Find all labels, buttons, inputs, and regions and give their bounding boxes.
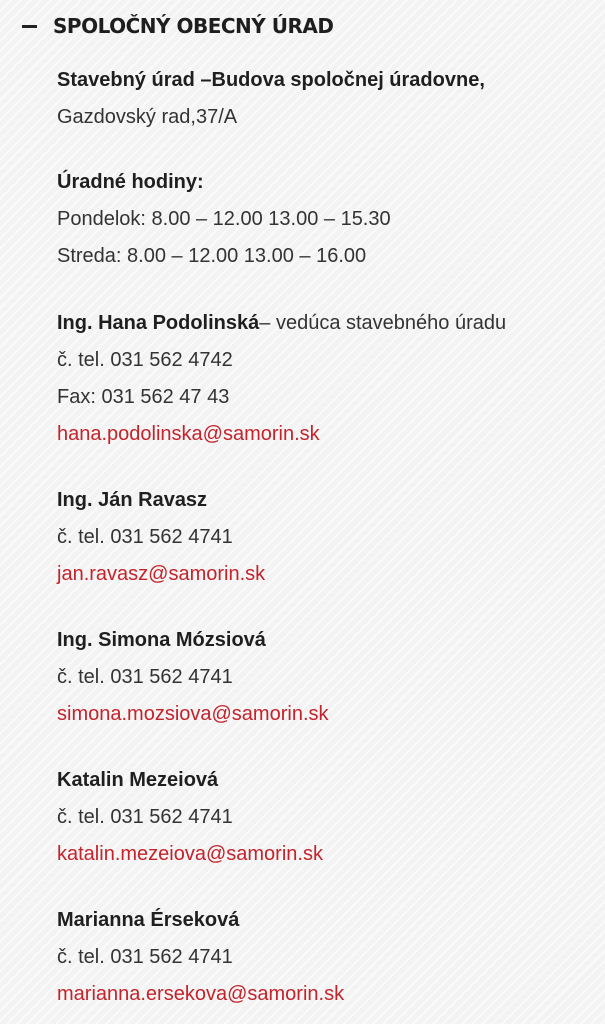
hours-heading: Úradné hodiny: [57,171,204,193]
contact-name: Katalin Mezeiová [57,769,219,791]
contact-phone: č. tel. 031 562 4741 [57,806,233,828]
contact-email-link[interactable]: katalin.mezeiova@samorin.sk [57,843,323,865]
contact-email-link[interactable]: jan.ravasz@samorin.sk [57,563,266,585]
contact-name: Marianna Érseková [57,909,240,931]
office-address: Gazdovský rad,37/A [57,106,238,128]
contact-name: Ing. Hana Podolinská [57,312,260,334]
office-name: Stavebný úrad –Budova spoločnej úradovne, [57,69,485,91]
accordion-content [57,62,597,1013]
contact-role: – vedúca stavebného úradu [259,312,507,334]
minus-icon[interactable] [22,25,37,28]
contact-email-link[interactable]: simona.mozsiova@samorin.sk [57,703,329,725]
contact-phone: č. tel. 031 562 4741 [57,666,233,688]
contact-name: Ing. Ján Ravasz [57,489,208,511]
section-title: SPOLOČNÝ OBECNÝ ÚRAD [53,14,334,38]
hours-wednesday: Streda: 8.00 – 12.00 13.00 – 16.00 [57,245,367,267]
contact-fax: Fax: 031 562 47 43 [57,386,230,408]
accordion-header[interactable] [22,10,333,42]
contact-email-link[interactable]: hana.podolinska@samorin.sk [57,423,320,445]
hours-monday: Pondelok: 8.00 – 12.00 13.00 – 15.30 [57,208,391,230]
contact-phone: č. tel. 031 562 4741 [57,526,233,548]
contact-phone: č. tel. 031 562 4742 [57,349,233,371]
contact-name: Ing. Simona Mózsiová [57,629,266,651]
contact-name-line [57,305,597,342]
contact-phone: č. tel. 031 562 4741 [57,946,233,968]
contact-email-link[interactable]: marianna.ersekova@samorin.sk [57,983,345,1005]
